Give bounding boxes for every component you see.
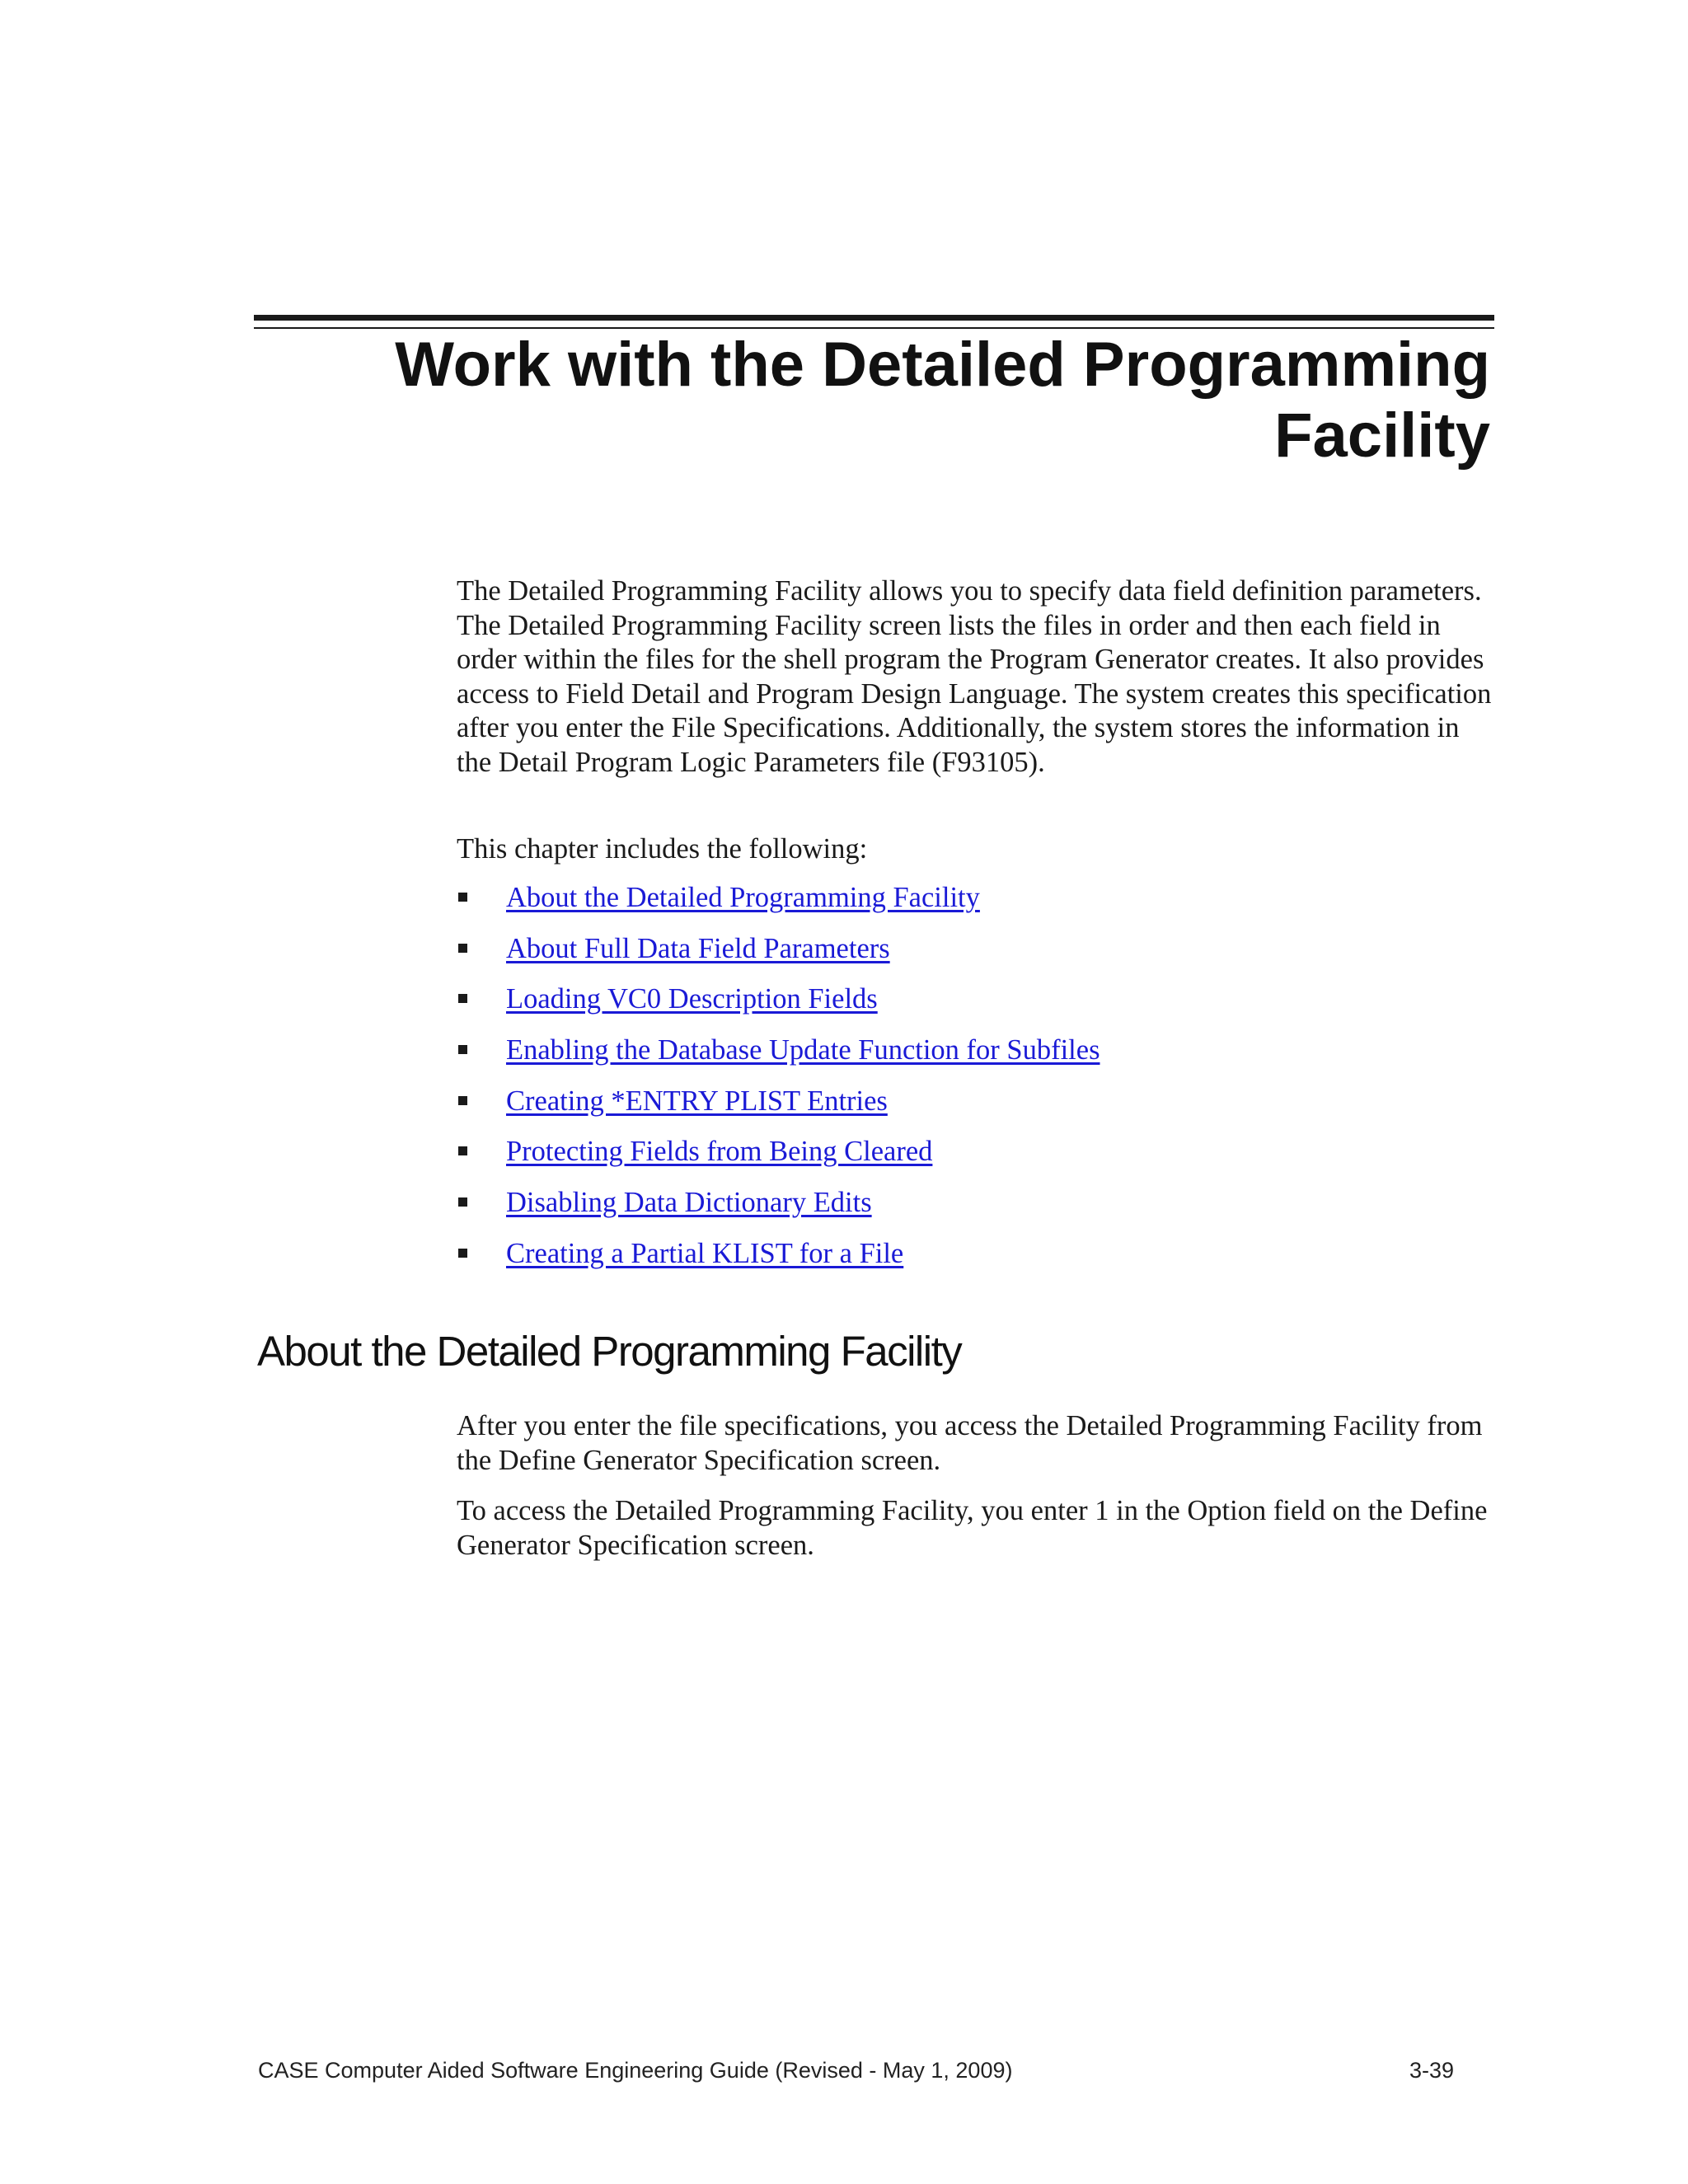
list-item bbox=[457, 1085, 1100, 1136]
bullet-icon bbox=[458, 893, 467, 902]
footer-title: CASE Computer Aided Software Engineering Guide (Revised - May 1, 2009) bbox=[258, 2058, 1013, 2083]
bullet-icon bbox=[458, 1096, 467, 1105]
list-item bbox=[457, 932, 1100, 983]
link-about-full-data-field-parameters[interactable]: About Full Data Field Parameters bbox=[506, 932, 890, 964]
section-paragraph-1: After you enter the file specifications, you access the Detailed Programming Facility from the Define Generator Specification screen. bbox=[457, 1410, 1483, 1476]
chapter-title-line-2: Facility bbox=[1274, 401, 1490, 471]
list-item bbox=[457, 982, 1100, 1033]
chapter-contents-list bbox=[457, 881, 1100, 1288]
intro-paragraph: The Detailed Programming Facility allows you to specify data field definition parameters. The Detailed Programming Facility screen lists the files in order and then each field in order within the files for the shell program the Program Generator creates. It also provides access to Field Detail and Program Design Language. The system creates this specification after you enter the File Specifications. Additionally, the system stores the information in the Detail Program Logic Parameters file (F93105). bbox=[457, 575, 1492, 778]
link-protecting-fields-from-being-cleared[interactable]: Protecting Fields from Being Cleared bbox=[506, 1136, 933, 1168]
chapter-rule-thick bbox=[254, 315, 1494, 321]
list-item bbox=[457, 1237, 1100, 1288]
list-item bbox=[457, 1033, 1100, 1085]
bullet-icon bbox=[458, 1249, 467, 1258]
chapter-title-line-1: Work with the Detailed Programming bbox=[395, 330, 1490, 400]
list-item bbox=[457, 1135, 1100, 1186]
list-intro: This chapter includes the following: bbox=[457, 833, 868, 865]
list-item bbox=[457, 1186, 1100, 1237]
chapter-title bbox=[254, 330, 1490, 471]
section-paragraph-2: To access the Detailed Programming Facility, you enter 1 in the Option field on the Define Generator Specification screen. bbox=[457, 1495, 1488, 1561]
section-heading: About the Detailed Programming Facility bbox=[257, 1328, 962, 1375]
bullet-icon bbox=[458, 994, 467, 1003]
link-about-detailed-programming-facility[interactable]: About the Detailed Programming Facility bbox=[506, 882, 980, 913]
chapter-rule-thin bbox=[254, 327, 1494, 329]
list-item bbox=[457, 881, 1100, 932]
link-creating-entry-plist-entries[interactable]: Creating *ENTRY PLIST Entries bbox=[506, 1085, 888, 1117]
page-number: 3-39 bbox=[1409, 2058, 1455, 2083]
link-creating-partial-klist[interactable]: Creating a Partial KLIST for a File bbox=[506, 1237, 904, 1269]
bullet-icon bbox=[458, 1045, 467, 1054]
bullet-icon bbox=[458, 1197, 467, 1207]
link-loading-vc0-description-fields[interactable]: Loading VC0 Description Fields bbox=[506, 983, 878, 1015]
bullet-icon bbox=[458, 1146, 467, 1155]
link-disabling-data-dictionary-edits[interactable]: Disabling Data Dictionary Edits bbox=[506, 1187, 872, 1219]
bullet-icon bbox=[458, 944, 467, 953]
link-enabling-database-update-function[interactable]: Enabling the Database Update Function for Subfiles bbox=[506, 1034, 1100, 1066]
